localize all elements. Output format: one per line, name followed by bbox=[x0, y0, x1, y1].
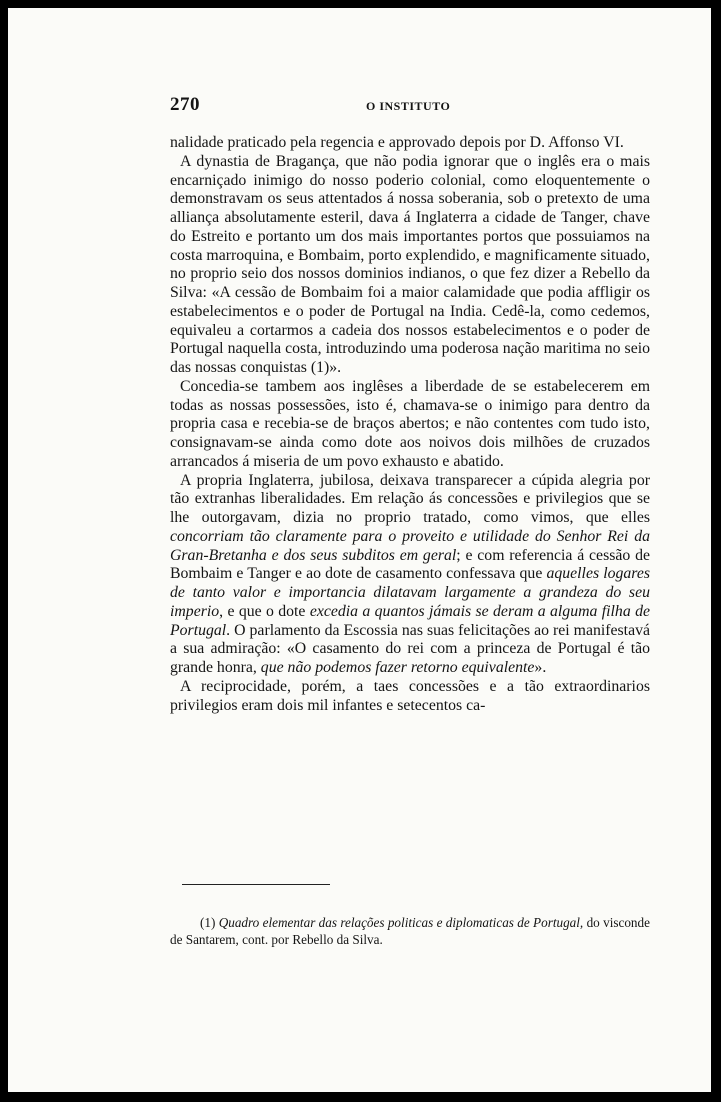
paragraph bbox=[170, 134, 650, 153]
footnote-divider bbox=[182, 884, 330, 885]
text-run: nalidade praticado pela regencia e approvado depois por D. Affonso VI. bbox=[170, 134, 624, 151]
paragraph bbox=[170, 472, 650, 678]
italic-text: concorriam tão claramente para o proveito e utilidade do Senhor Rei da Gran-Bretanha e dos seus subditos em geral bbox=[170, 527, 650, 564]
text-run: . O parlamento da Escossia nas suas felicitações ao rei manifestavá a sua admiração: «O casamento do rei com a princeza de Portugal é tão grande honra, bbox=[170, 621, 650, 676]
italic-text: excedia a quantos jámais se deram a alguma filha de Portugal bbox=[170, 602, 650, 639]
italic-text: que não podemos fazer retorno equivalente bbox=[260, 659, 535, 676]
text-run: do visconde de Santarem, cont. por Rebello da Silva. bbox=[170, 915, 650, 947]
paragraph bbox=[170, 678, 650, 716]
text-run: ». bbox=[534, 659, 547, 676]
text-run: A propria Inglaterra, jubilosa, deixava transparecer a cúpida alegria por tão extranhas liberalidades. Em relação ás concessões e privilegios que se lhe outorgavam, dizia no proprio tratado, como vimos, que elles bbox=[170, 471, 650, 526]
text-run: (1) bbox=[200, 915, 219, 930]
text-run: Concedia-se tambem aos inglêses a liberdade de se estabelecerem em todas as nossas possessões, isto é, chamava-se o inimigo para dentro da propria casa e recebia-se de braços abertos; e não contentes com tudo isto, consignavam-se ainda como dote aos noivos dois milhões de cruzados arrancados á miseria de um povo exhausto e abatido. bbox=[170, 377, 650, 470]
page-header bbox=[170, 94, 650, 116]
italic-text: Quadro elementar das relações politicas e diplomaticas de Portugal, bbox=[218, 915, 584, 930]
text-run: A reciprocidade, porém, a taes concessões e a tão extraordinarios privilegios eram dois mil infantes e setecentos ca- bbox=[170, 677, 650, 714]
italic-text: aquelles logares de tanto valor e importancia dilatavam largamente a grandeza do seu imperio bbox=[170, 565, 650, 620]
book-page bbox=[8, 8, 711, 1092]
footnote bbox=[170, 914, 650, 948]
paragraph bbox=[170, 153, 650, 378]
footnotes bbox=[170, 914, 650, 948]
text-run: ; e com referencia á cessão de Bombaim e Tanger e ao dote de casamento confessava que bbox=[170, 546, 650, 583]
paragraph bbox=[170, 378, 650, 472]
text-run: A dynastia de Bragança, que não podia ignorar que o inglês era o mais encarniçado inimigo do nosso poderio colonial, como eloquentemente o demonstravam os seus attentados á nossa soberania, sob o pretexto de uma alliança absolutamente esteril, dava á Inglaterra a cidade de Tanger, chave do Estreito e portanto um dos mais importantes portos que possuiamos na costa marroquina, e Bombaim, porto explendido, e magnificamente situado, no proprio seio dos nossos dominios indianos, o que fez dizer a Rebello da Silva: «A cessão de Bombaim foi a maior calamidade que podia affligir os estabelecimentos e o poder de Portugal na India. Cedê-la, como cedemos, equivaleu a cortarmos a cadeia dos nossos estabelecimentos e o poder de Portugal naquella costa, introduzindo uma poderosa nação maritima no seio das nossas conquistas (1)». bbox=[170, 152, 650, 376]
page-number: 270 bbox=[170, 94, 200, 115]
running-title: O INSTITUTO bbox=[366, 99, 451, 113]
body-text bbox=[170, 134, 650, 715]
text-run: , e que o dote bbox=[219, 602, 310, 620]
